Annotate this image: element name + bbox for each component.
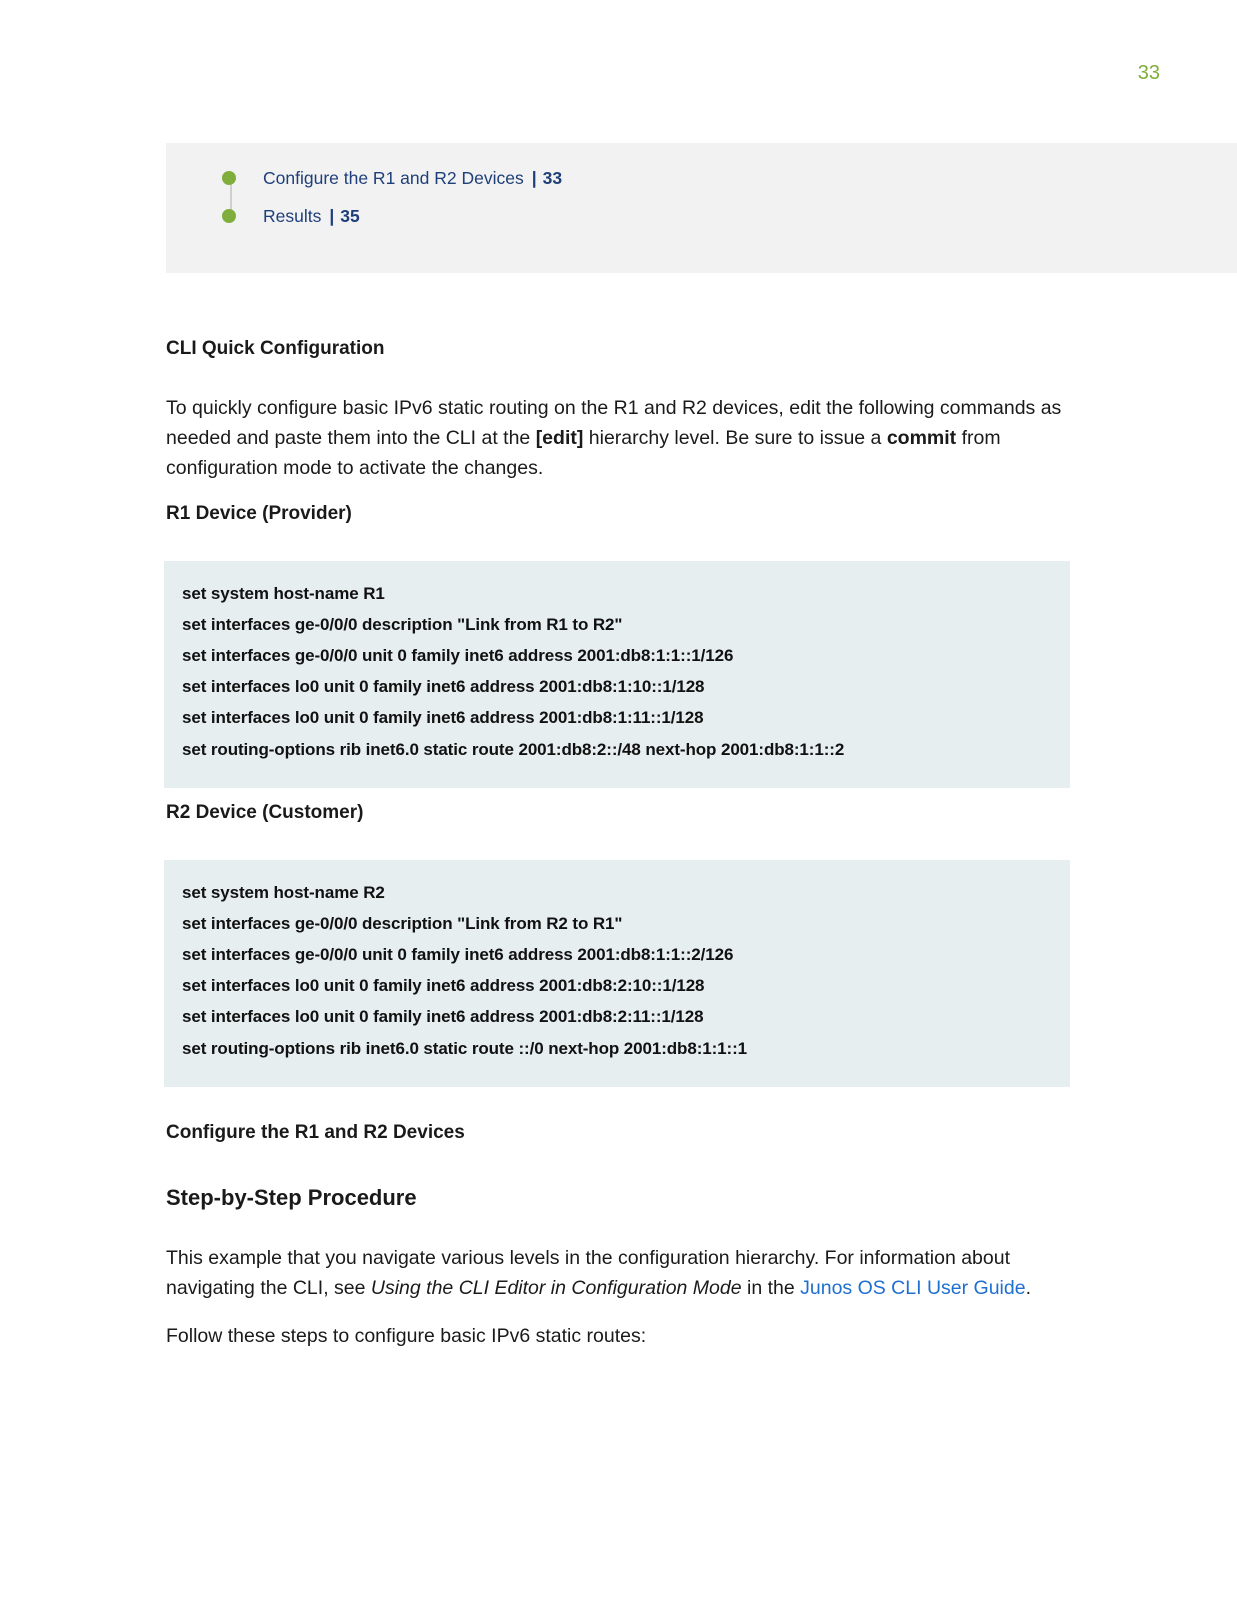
body-text: in the: [741, 1277, 801, 1299]
intro-text: To quickly configure basic IPv6 static routing on the R1 and R2 devices, edit the following commands as needed and paste them into the CLI at the: [166, 397, 1062, 449]
code-line: set interfaces ge-0/0/0 description "Link from R1 to R2": [182, 615, 623, 634]
bullet-dot-icon: [222, 209, 236, 223]
toc-separator: |: [329, 205, 335, 226]
edit-keyword: [edit]: [535, 427, 584, 449]
code-line: set interfaces lo0 unit 0 family inet6 address 2001:db8:2:11::1/128: [182, 1007, 704, 1026]
cli-user-guide-link[interactable]: Junos OS CLI User Guide: [800, 1277, 1026, 1299]
toc-link-configure[interactable]: Configure the R1 and R2 Devices: [263, 167, 524, 188]
body-text: .: [1025, 1277, 1031, 1299]
r2-code-block: [164, 860, 1070, 1087]
code-line: set interfaces ge-0/0/0 unit 0 family inet6 address 2001:db8:1:1::2/126: [182, 945, 734, 964]
code-line: set routing-options rib inet6.0 static route 2001:db8:2::/48 next-hop 2001:db8:1:1::2: [182, 740, 845, 759]
body-text: This example that you navigate various levels in the configuration hierarchy. For information about navigating the CLI, see: [166, 1247, 1011, 1299]
follow-steps-text: Follow these steps to configure basic IPv6 static routes:: [166, 1325, 647, 1347]
bullet-dot-icon: [222, 171, 236, 185]
code-line: set system host-name R1: [182, 584, 385, 603]
toc-item[interactable]: [222, 204, 360, 228]
r1-heading: R1 Device (Provider): [166, 503, 352, 524]
code-line: set routing-options rib inet6.0 static route ::/0 next-hop 2001:db8:1:1::1: [182, 1039, 747, 1058]
r1-code-block: [164, 561, 1070, 788]
code-line: set system host-name R2: [182, 883, 385, 902]
intro-text: from configuration mode to activate the changes.: [166, 427, 1001, 479]
toc-item[interactable]: [222, 166, 562, 190]
mini-toc: [166, 143, 1237, 273]
cli-quick-heading: CLI Quick Configuration: [166, 338, 385, 359]
toc-link-results[interactable]: Results: [263, 205, 322, 226]
code-line: set interfaces lo0 unit 0 family inet6 address 2001:db8:1:11::1/128: [182, 708, 704, 727]
procedure-intro: [166, 1243, 1076, 1303]
configure-heading: Configure the R1 and R2 Devices: [166, 1122, 465, 1143]
toc-page-number[interactable]: 33: [542, 167, 563, 188]
code-line: set interfaces ge-0/0/0 description "Link from R2 to R1": [182, 914, 623, 933]
code-line: set interfaces lo0 unit 0 family inet6 address 2001:db8:1:10::1/128: [182, 677, 705, 696]
r2-heading: R2 Device (Customer): [166, 802, 364, 823]
code-line: set interfaces ge-0/0/0 unit 0 family inet6 address 2001:db8:1:1::1/126: [182, 646, 734, 665]
cli-quick-intro: [166, 393, 1076, 483]
toc-page-number[interactable]: 35: [340, 205, 360, 226]
step-by-step-heading: Step-by-Step Procedure: [166, 1185, 417, 1210]
code-line: set interfaces lo0 unit 0 family inet6 address 2001:db8:2:10::1/128: [182, 976, 705, 995]
intro-text: hierarchy level. Be sure to issue a: [583, 427, 887, 449]
toc-separator: |: [531, 167, 537, 188]
doc-title-reference: Using the CLI Editor in Configuration Mode: [370, 1277, 742, 1299]
commit-keyword: commit: [886, 427, 957, 449]
page-number: 33: [1137, 62, 1160, 84]
